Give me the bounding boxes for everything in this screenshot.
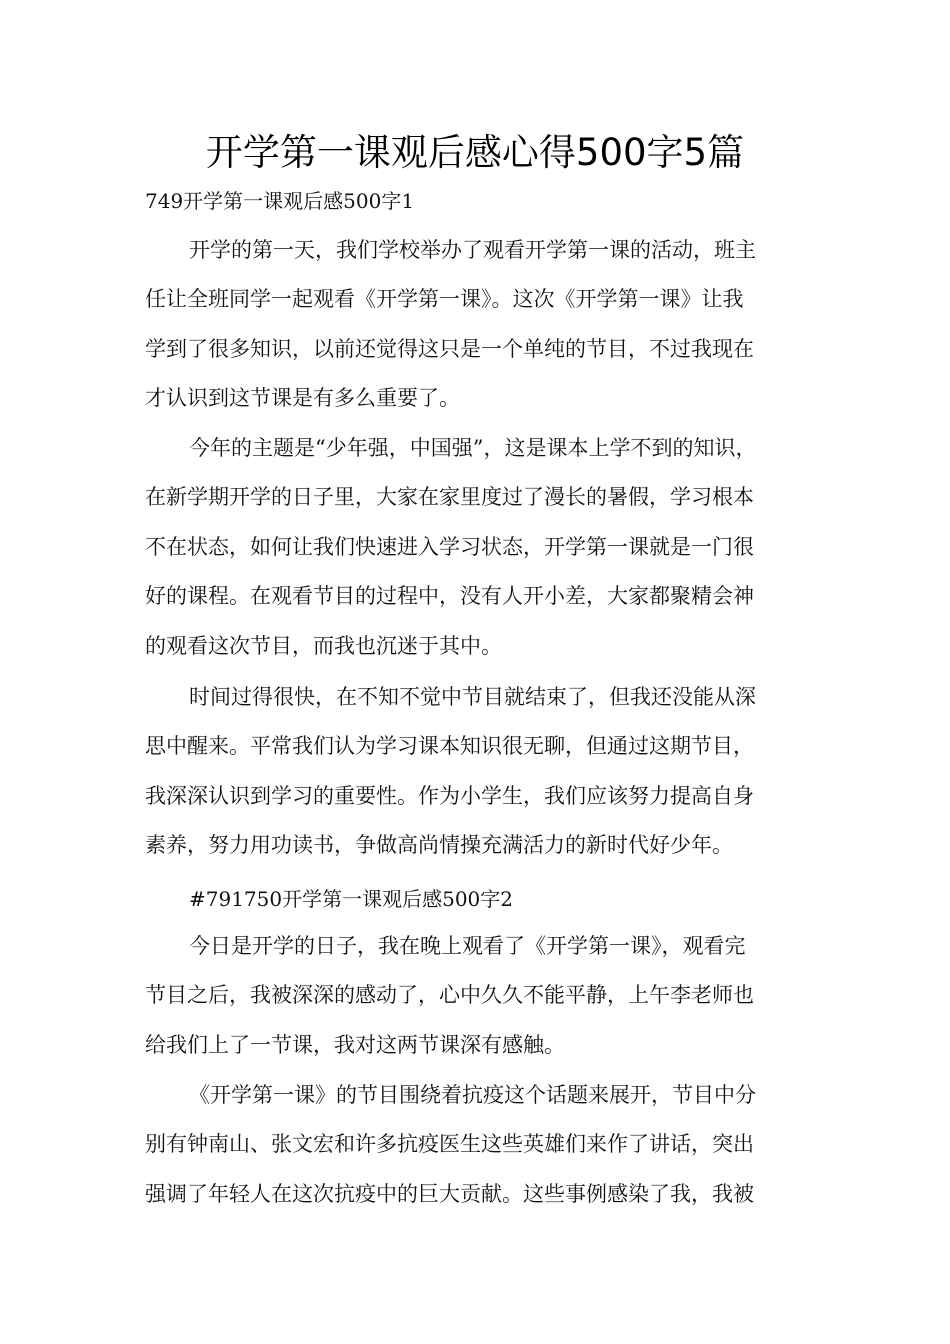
paragraph-line: 开学的第一天，我们学校举办了观看开学第一课的活动，班主: [189, 238, 756, 262]
paragraph-1-1: [145, 226, 805, 424]
document-title: 开学第一课观后感心得500字5篇: [205, 131, 745, 174]
paragraph-line: 素养，努力用功读书，争做高尚情操充满活力的新时代好少年。: [145, 833, 733, 858]
paragraph-line: 不在状态，如何让我们快速进入学习状态，开学第一课就是一门很: [145, 534, 754, 559]
paragraph-line: 学到了很多知识，以前还觉得这只是一个单纯的节目，不过我现在: [145, 336, 754, 361]
paragraph-1-2: [145, 424, 805, 671]
paragraph-1-3: [145, 673, 805, 871]
paragraph-line: 我深深认识到学习的重要性。作为小学生，我们应该努力提高自身: [145, 783, 754, 808]
paragraph-line: 才认识到这节课是有多么重要了。: [145, 386, 460, 411]
paragraph-line: 给我们上了一节课，我对这两节课深有感触。: [145, 1032, 565, 1057]
paragraph-line: 任让全班同学一起观看《开学第一课》。这次《开学第一课》让我: [145, 287, 744, 312]
paragraph-line: 在新学期开学的日子里，大家在家里度过了漫长的暑假，学习根本: [145, 485, 754, 510]
paragraph-line: 今日是开学的日子，我在晚上观看了《开学第一课》，观看完: [189, 934, 746, 958]
paragraph-line: 思中醒来。平常我们认为学习课本知识很无聊，但通过这期节目，: [145, 734, 754, 759]
paragraph-2-1: [145, 922, 805, 1070]
section-heading-2: #791750开学第一课观后感500字2: [189, 887, 514, 911]
paragraph-line: 今年的主题是“少年强，中国强”，这是课本上学不到的知识，: [189, 436, 757, 460]
paragraph-line: 别有钟南山、张文宏和许多抗疫医生这些英雄们来作了讲话，突出: [145, 1132, 754, 1157]
paragraph-line: 强调了年轻人在这次抗疫中的巨大贡献。这些事例感染了我，我被: [145, 1181, 754, 1206]
paragraph-line: 好的课程。在观看节目的过程中，没有人开小差，大家都聚精会神: [145, 584, 754, 609]
paragraph-line: 节目之后，我被深深的感动了，心中久久不能平静，上午李老师也: [145, 983, 754, 1008]
paragraph-line: 的观看这次节目，而我也沉迷于其中。: [145, 633, 502, 658]
paragraph-line: 时间过得很快，在不知不觉中节目就结束了，但我还没能从深: [189, 685, 756, 709]
paragraph-2-2: [145, 1071, 805, 1219]
section-heading-1: 749开学第一课观后感500字1: [145, 189, 415, 213]
paragraph-line: 《开学第一课》的节目围绕着抗疫这个话题来展开，节目中分: [189, 1083, 756, 1107]
